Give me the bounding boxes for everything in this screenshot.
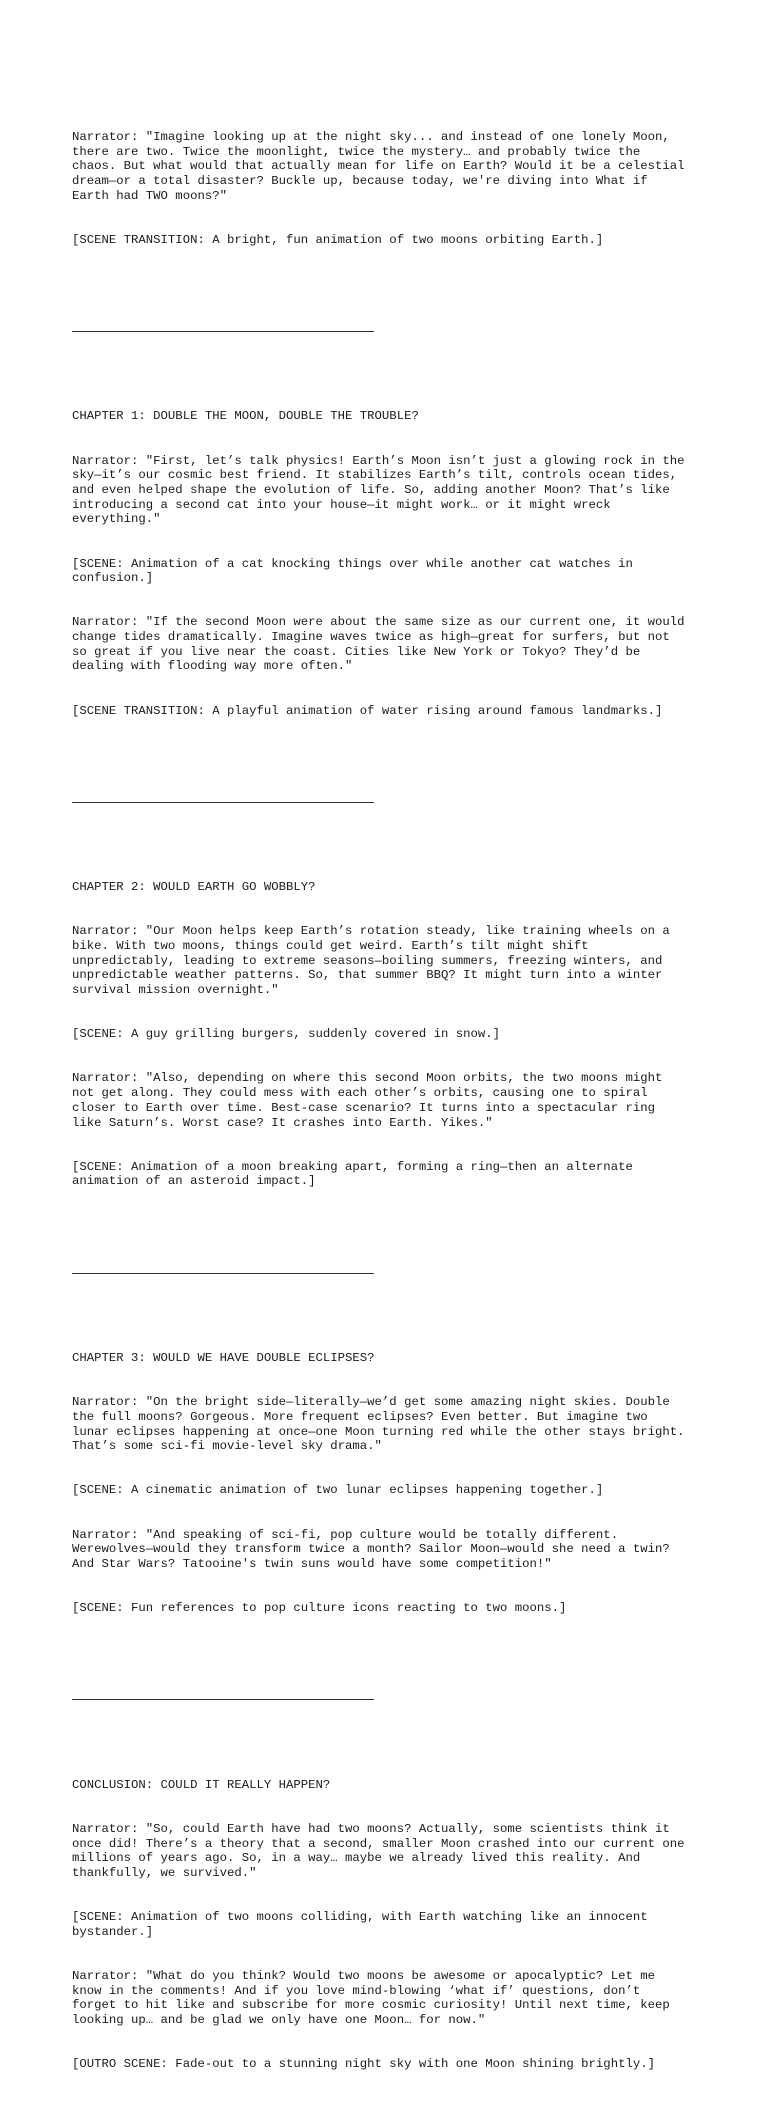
intro-section bbox=[72, 100, 702, 276]
chapter-3-section bbox=[72, 1322, 702, 1645]
chapter-3-scene-1: [SCENE: A cinematic animation of two lunar eclipses happening together.] bbox=[72, 1483, 604, 1498]
chapter-2-narration-1: Narrator: "Our Moon helps keep Earth’s rotation steady, like training wheels on a bike. With two moons, things could get weird. Earth’s tilt might shift unpredictably, leading to extreme seasons—boiling summers, freezing winters, and unpredictable weather patterns. So, that summer BBQ? It might turn into a winter survival mission overnight." bbox=[72, 924, 670, 998]
conclusion-heading: CONCLUSION: COULD IT REALLY HAPPEN? bbox=[72, 1777, 331, 1792]
conclusion-scene-2: [OUTRO SCENE: Fade-out to a stunning night sky with one Moon shining brightly.] bbox=[72, 2057, 655, 2072]
chapter-1-section bbox=[72, 380, 702, 748]
intro-narration: Narrator: "Imagine looking up at the night sky... and instead of one lonely Moon, there are two. Twice the moonlight, twice the mystery… and probably twice the chaos. But what would that actually mean for life on Earth? Would it be a celestial dream—or a total disaster? Buckle up, because today, we're diving into What if Earth had TWO moons?" bbox=[72, 129, 685, 203]
chapter-3-narration-2: Narrator: "And speaking of sci-fi, pop culture would be totally different. Werewolves—would they transform twice a month? Sailor Moon—would she need a twin? And Star Wars? Tatooine's twin suns would have some competition!" bbox=[72, 1527, 670, 1571]
chapter-1-narration-1: Narrator: "First, let’s talk physics! Earth’s Moon isn’t just a glowing rock in the sky—it’s our cosmic best friend. It stabilizes Earth’s tilt, controls ocean tides, and even helped shape the evolution of life. So, adding another Moon? That’s like introducing a second cat into your house—it might work… or it might wreck everything." bbox=[72, 453, 685, 527]
chapter-3-narration-1: Narrator: "On the bright side—literally—we’d get some amazing night skies. Double the full moons? Gorgeous. More frequent eclipses? Even better. But imagine two lunar eclipses happening at once—one Moon turning red while the other stays bright. That’s some sci-fi movie-level sky drama." bbox=[72, 1395, 685, 1454]
chapter-2-narration-2: Narrator: "Also, depending on where this second Moon orbits, the two moons might not get along. They could mess with each other’s orbits, causing one to spiral closer to Earth over time. Best-case scenario? It turns into a spectacular ring like Saturn’s. Worst case? It crashes into Earth. Yikes." bbox=[72, 1071, 663, 1130]
section-divider bbox=[72, 331, 374, 332]
chapter-2-scene-1: [SCENE: A guy grilling burgers, suddenly covered in snow.] bbox=[72, 1027, 501, 1042]
conclusion-scene-1: [SCENE: Animation of two moons colliding, with Earth watching like an innocent bystander.] bbox=[72, 1910, 648, 1939]
chapter-1-narration-2: Narrator: "If the second Moon were about the same size as our current one, it would change tides dramatically. Imagine waves twice as high—great for surfers, but not so great if you live near the coast. Cities like New York or Tokyo? They’d be dealing with flooding way more often." bbox=[72, 615, 685, 674]
section-divider bbox=[72, 802, 374, 803]
conclusion-narration-1: Narrator: "So, could Earth have had two moons? Actually, some scientists think it once did! There’s a theory that a second, smaller Moon crashed into our current one millions of years ago. So, in a way… maybe we already lived this reality. And thankfully, we survived." bbox=[72, 1821, 685, 1880]
chapter-3-scene-2: [SCENE: Fun references to pop culture icons reacting to two moons.] bbox=[72, 1601, 567, 1616]
chapter-3-heading: CHAPTER 3: WOULD WE HAVE DOUBLE ECLIPSES? bbox=[72, 1351, 375, 1366]
section-divider bbox=[72, 1699, 374, 1700]
section-divider bbox=[72, 1273, 374, 1274]
chapter-1-scene-2: [SCENE TRANSITION: A playful animation of water rising around famous landmarks.] bbox=[72, 703, 663, 718]
conclusion-narration-2: Narrator: "What do you think? Would two moons be awesome or apocalyptic? Let me know in the comments! And if you love mind-blowing ‘what if’ questions, don’t forget to hit like and subscribe for more cosmic curiosity! Until next time, keep looking up… and be glad we only have one Moon… for now." bbox=[72, 1968, 670, 2027]
chapter-1-scene-1: [SCENE: Animation of a cat knocking things over while another cat watches in confusion.] bbox=[72, 556, 633, 586]
chapter-1-heading: CHAPTER 1: DOUBLE THE MOON, DOUBLE THE TROUBLE? bbox=[72, 409, 419, 424]
conclusion-section bbox=[72, 1748, 702, 2101]
script-document bbox=[72, 71, 702, 2116]
chapter-2-section bbox=[72, 851, 702, 1219]
chapter-2-scene-2: [SCENE: Animation of a moon breaking apart, forming a ring—then an alternate animation of an asteroid impact.] bbox=[72, 1159, 633, 1189]
intro-scene-direction: [SCENE TRANSITION: A bright, fun animation of two moons orbiting Earth.] bbox=[72, 232, 604, 247]
chapter-2-heading: CHAPTER 2: WOULD EARTH GO WOBBLY? bbox=[72, 880, 316, 895]
